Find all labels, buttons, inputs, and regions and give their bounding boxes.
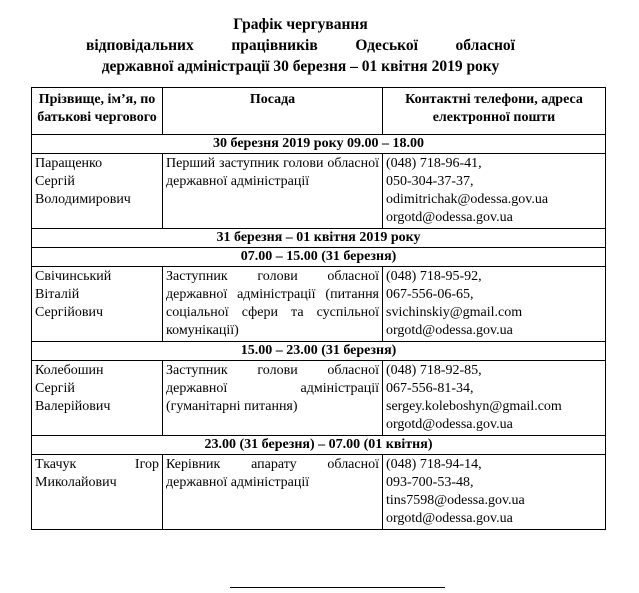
phone-number: 067-556-06-65, [386,287,474,302]
phone-number: (048) 718-96-41, [386,156,482,171]
phone-number: 050-304-37-37, [386,174,474,189]
phone-number: (048) 718-92-85, [386,363,482,378]
duty-officer-contacts [383,267,606,342]
document-title [86,14,515,77]
title-word: обласної [455,37,515,54]
duty-officer-position: Заступник голови обласної державної адміністрації (питання соціальної сфери та суспільної комунікації) [163,267,383,342]
duty-officer-contacts [383,361,606,436]
header-name: Прізвище, ім’я, по батькові чергового [32,88,163,135]
section-label: 15.00 – 23.00 (31 березня) [32,342,606,361]
email-address: orgotd@odessa.gov.ua [386,323,513,338]
section-row [32,229,606,248]
duty-officer-contacts [383,455,606,530]
phone-number: (048) 718-95-92, [386,269,482,284]
table-header-row [32,88,606,135]
section-label: 31 березня – 01 квітня 2019 року [32,229,606,248]
email-address: odimitrichak@odessa.gov.ua [386,192,549,207]
duty-officer-name: Колебошин Сергій Валерійович [32,361,163,436]
phone-number: 093-700-53-48, [386,475,474,490]
section-row [32,342,606,361]
table-row [32,267,606,342]
phone-number: 067-556-81-34, [386,381,474,396]
section-row [32,248,606,267]
email-address: sergey.koleboshyn@gmail.com [386,399,562,414]
duty-officer-name: Свічинський Віталій Сергійович [32,267,163,342]
title-line-1: Графік чергування [233,16,368,33]
email-address: orgotd@odessa.gov.ua [386,417,513,432]
title-word: Одеської [355,37,418,54]
email-address: orgotd@odessa.gov.ua [386,511,513,526]
duty-officer-name: Ткачук Ігор Миколайович [32,455,163,530]
table-row [32,154,606,229]
email-address: orgotd@odessa.gov.ua [386,210,513,225]
title-line-3: державної адміністрації 30 березня – 01 квітня 2019 року [101,58,500,75]
duty-schedule-table [31,87,606,530]
table-row [32,455,606,530]
header-contacts: Контактні телефони, адреса електронної пошти [383,88,606,135]
duty-officer-contacts [383,154,606,229]
header-position: Посада [163,88,383,135]
section-row [32,436,606,455]
duty-officer-position: Перший заступник голови обласної державної адміністрації [163,154,383,229]
title-word: працівників [231,37,318,54]
footer-divider [230,587,445,588]
section-label: 30 березня 2019 року 09.00 – 18.00 [32,135,606,154]
title-word: відповідальних [86,37,194,54]
duty-officer-position: Керівник апарату обласної державної адміністрації [163,455,383,530]
email-address: tins7598@odessa.gov.ua [386,493,525,508]
email-address: svichinskiy@gmail.com [386,305,523,320]
duty-officer-position: Заступник голови обласної державної адміністрації (гуманітарні питання) [163,361,383,436]
duty-officer-name: Паращенко Сергій Володимирович [32,154,163,229]
section-row [32,135,606,154]
phone-number: (048) 718-94-14, [386,457,482,472]
table-row [32,361,606,436]
section-label: 23.00 (31 березня) – 07.00 (01 квітня) [32,436,606,455]
section-label: 07.00 – 15.00 (31 березня) [32,248,606,267]
title-line-2 [86,35,515,56]
